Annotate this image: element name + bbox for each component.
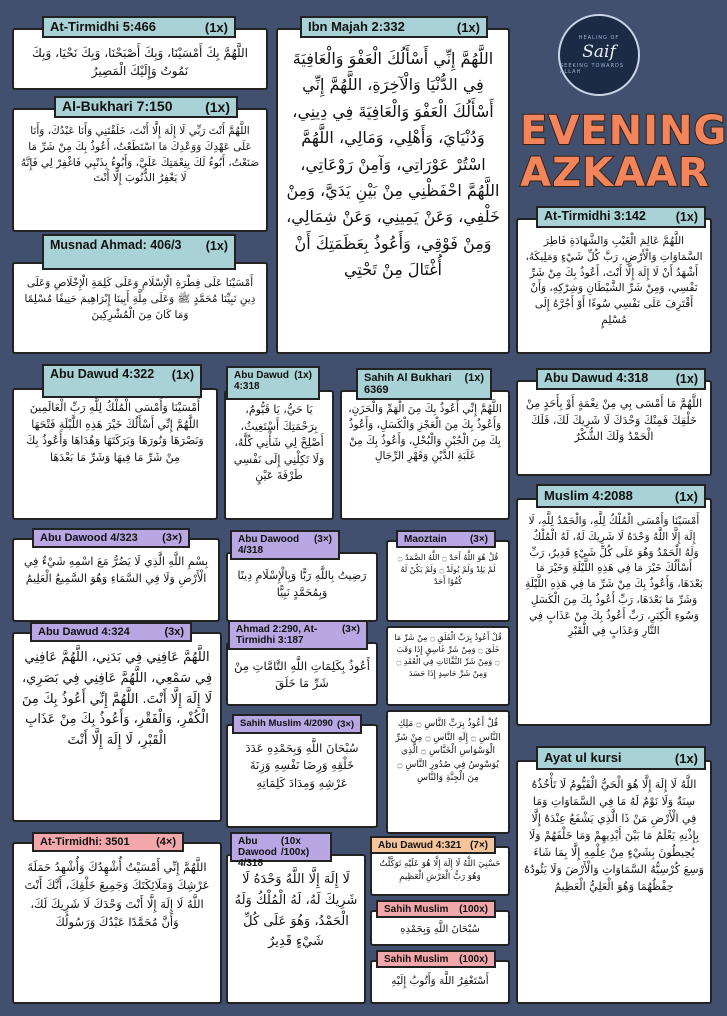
dhikr-text: سُبْحَانَ اللَّهِ وَبِحَمْدِهِ عَدَدَ خَلْقِهِ وَرِضَا نَفْسِهِ وَزِنَةَ عَرْشِهِ وَمِدَادَ كَلِمَاتِهِ <box>245 741 359 790</box>
page-title-line2: AZKAAR <box>520 150 710 196</box>
card-label <box>228 620 368 650</box>
logo-ring-bottom: SEEKING TOWARDS ALLAH <box>560 63 625 75</box>
dhikr-card <box>12 538 220 622</box>
card-count: (1x) <box>674 488 698 504</box>
dhikr-text: اللَّهُمَّ عَافِنِي فِي بَدَنِي، اللَّهُمَّ عَافِنِي فِي سَمْعِي، اللَّهُمَّ عَافِنِي فِي بَصَرِي، لَا إِلَهَ إِلَّا أَنْتَ. اللَّهُمَّ إِنِّي أَعُوذُ بِكَ مِنَ الْكُفْرِ، وَالْفَقْرِ، وَأَعُوذُ بِكَ مِنْ عَذَابِ الْقَبْرِ، لَا إِلَهَ إِلَّا أَنْتَ <box>21 650 213 749</box>
card-label <box>42 364 202 398</box>
dhikr-card <box>386 626 510 706</box>
card-label <box>536 206 706 228</box>
card-label <box>32 832 184 852</box>
dhikr-text: اللَّهُ لَا إِلَهَ إِلَّا هُوَ الْحَيُّ الْقَيُّومُ لَا تَأْخُذُهُ سِنَةٌ وَلَا نَوْمٌ لَهُ مَا فِي السَّمَاوَاتِ وَمَا فِي الْأَرْضِ مَنْ ذَا الَّذِي يَشْفَعُ عِنْدَهُ إِلَّا بِإِذْنِهِ يَعْلَمُ مَا بَيْنَ أَيْدِيهِمْ وَمَا خَلْفَهُمْ وَلَا يُحِيطُونَ بِشَيْءٍ مِنْ عِلْمِهِ إِلَّا بِمَا شَاءَ وَسِعَ كُرْسِيُّهُ السَّمَاوَاتِ وَالْأَرْضَ وَلَا يَئُودُهُ حِفْظُهُمَا وَهُوَ الْعَلِيُّ الْعَظِيمُ <box>524 778 704 894</box>
card-label <box>54 96 238 118</box>
dhikr-text: بِسْمِ اللَّهِ الَّذِي لَا يَضُرُّ مَعَ اسْمِهِ شَيْءٌ فِي الْأَرْضِ وَلَا فِي السَّمَاءِ وَهُوَ السَّمِيعُ الْعَلِيمُ <box>23 555 209 585</box>
card-source: At-Tirmidhi: 3501 <box>40 835 130 848</box>
card-source: Sahih Muslim <box>384 953 449 965</box>
dhikr-text: سُبْحَانَ اللَّهِ وَبِحَمْدِهِ <box>400 924 480 935</box>
brand-logo <box>558 14 640 96</box>
card-label <box>536 746 706 770</box>
dhikr-card <box>516 498 712 726</box>
dhikr-card <box>516 380 712 476</box>
dhikr-text: أَمْسَيْنَا وَأَمْسَى الْمُلْكُ لِلَّهِ، وَالْحَمْدُ لِلَّهِ، لَا إِلَهَ إِلَّا اللَّهُ وَحْدَهُ لَا شَرِيكَ لَهُ، لَهُ الْمُلْكُ وَلَهُ الْحَمْدُ وَهُوَ عَلَى كُلِّ شَيْءٍ قَدِيرٌ، رَبِّ أَسْأَلُكَ خَيْرَ مَا فِي هَذِهِ اللَّيْلَةِ وَخَيْرَ مَا بَعْدَهَا، وَأَعُوذُ بِكَ مِنْ شَرِّ مَا فِي هَذِهِ اللَّيْلَةِ وَشَرِّ مَا بَعْدَهَا، رَبِّ أَعُوذُ بِكَ مِنَ الْكَسَلِ وَسُوءِ الْكِبَرِ، رَبِّ أَعُوذُ بِكَ مِنْ عَذَابٍ فِي النَّارِ وَعَذَابٍ فِي الْقَبْرِ <box>525 515 703 638</box>
dhikr-card <box>516 760 712 1004</box>
card-source: Musnad Ahmad: 406/3 <box>50 238 182 252</box>
card-label <box>370 836 496 854</box>
dhikr-card <box>12 842 222 1004</box>
card-count: (100x) <box>459 953 488 965</box>
card-source: Ibn Majah 2:332 <box>308 18 405 34</box>
card-count: (10x /100x) <box>280 836 310 858</box>
dhikr-text: أَعُوذُ بِكَلِمَاتِ اللَّهِ التَّامَّاتِ مِنْ شَرِّ مَا خَلَقَ <box>234 659 370 691</box>
card-count: (1x) <box>675 210 698 224</box>
card-source: Maoztain <box>404 533 447 545</box>
card-count: (1x) <box>675 372 698 386</box>
dhikr-text: لَا إِلَهَ إِلَّا اللَّهُ وَحْدَهُ لَا شَرِيكَ لَهُ، لَهُ الْمُلْكُ وَلَهُ الْحَمْدُ، وَهُوَ عَلَى كُلِّ شَيْءٍ قَدِيرٌ <box>234 872 358 950</box>
dhikr-card <box>386 710 510 834</box>
card-count: (4×) <box>156 836 176 848</box>
card-source: Al-Bukhari 7:150 <box>62 98 173 115</box>
card-source: Abu Dawud 4:318 <box>234 370 289 392</box>
card-count: (1x) <box>205 239 228 253</box>
card-source: Abu Dawud 4:322 <box>50 367 155 381</box>
card-source: Abu Dawud 4:318 <box>544 371 649 386</box>
card-source: Sahih Al Bukhari 6369 <box>364 372 452 397</box>
dhikr-card <box>226 724 378 828</box>
card-count: (1x) <box>204 19 228 35</box>
card-label <box>230 832 332 869</box>
card-source: At-Tirmidhi 3:142 <box>544 209 646 224</box>
card-source: Abu Dawood 4/318 <box>238 836 277 869</box>
card-source: Abu Dawood 4/323 <box>40 531 138 544</box>
card-label <box>376 950 496 968</box>
card-count: (100x) <box>459 903 488 915</box>
card-label <box>356 368 492 400</box>
card-label <box>232 714 362 734</box>
card-count: (3×) <box>336 718 355 730</box>
card-count: (3×) <box>313 534 332 545</box>
dhikr-text: قُلْ هُوَ اللَّهُ أَحَدٌ ۝ اللَّهُ الصَّمَدُ ۝ لَمْ يَلِدْ وَلَمْ يُولَدْ ۝ وَلَمْ يَكُنْ لَهُ كُفُوًا أَحَدٌ <box>397 553 499 586</box>
card-count: (1x) <box>205 99 230 115</box>
card-label <box>42 16 236 38</box>
dhikr-text: أَمْسَيْنَا وَأَمْسَى الْمُلْكُ لِلَّهِ رَبِّ الْعَالَمِينَ اللَّهُمَّ إِنِّي أَسْأَلُكَ خَيْرَ هَذِهِ اللَّيْلَةِ فَتْحَهَا وَنَصْرَهَا وَنُورَهَا وَبَرَكَتَهَا وَهُدَاهَا وَأَعُوذُ بِكَ مِنْ شَرِّ مَا فِيهَا وَشَرِّ مَا بَعْدَهَا <box>26 401 204 464</box>
card-label <box>226 366 320 400</box>
card-source: Abu Dawud 4:324 <box>38 625 130 638</box>
dhikr-text: أَمْسَيْنَا عَلَى فِطْرَةِ الْإِسْلَامِ وَعَلَى كَلِمَةِ الْإِخْلَاصِ وَعَلَى دِينِ نَبِيِّنَا مُحَمَّدٍ ﷺ وَعَلَى مِلَّةِ أَبِينَا إِبْرَاهِيمَ حَنِيفًا مُسْلِمًا وَمَا كَانَ مِنَ الْمُشْرِكِينَ <box>24 277 256 321</box>
logo-ring-top: HEALING OF <box>578 35 620 41</box>
dhikr-text: قُلْ أَعُوذُ بِرَبِّ الْفَلَقِ ۝ مِنْ شَرِّ مَا خَلَقَ ۝ وَمِنْ شَرِّ غَاسِقٍ إِذَا وَقَبَ ۝ وَمِنْ شَرِّ النَّفَّاثَاتِ فِي الْعُقَدِ ۝ وَمِنْ شَرِّ حَاسِدٍ إِذَا حَسَدَ <box>394 633 502 678</box>
card-source: Ayat ul kursi <box>544 749 622 765</box>
dhikr-card <box>226 854 366 1004</box>
dhikr-text: اللَّهُمَّ عَالِمَ الْغَيْبِ وَالشَّهَادَةِ فَاطِرَ السَّمَاوَاتِ وَالْأَرْضِ، رَبَّ كُلِّ شَيْءٍ وَمَلِيكَهُ، أَشْهَدُ أَنْ لَا إِلَهَ إِلَّا أَنْتَ، أَعُوذُ بِكَ مِنْ شَرِّ نَفْسِي، وَمِنْ شَرِّ الشَّيْطَانِ وَشِرْكِهِ، وَأَنْ أَقْتَرِفَ عَلَى نَفْسِي سُوءًا أَوْ أَجُرَّهُ إِلَى مُسْلِمٍ <box>525 235 703 326</box>
card-label <box>536 368 706 390</box>
card-count: (1x) <box>171 368 194 382</box>
card-label <box>30 622 192 642</box>
card-label <box>42 234 236 270</box>
card-count: (3×) <box>162 532 182 544</box>
dhikr-text: اللَّهُمَّ بِكَ أَمْسَيْنَا، وَبِكَ أَصْبَحْنَا، وَبِكَ نَحْيَا، وَبِكَ نَمُوتُ وَإِلَيْكَ الْمَصِيرُ <box>32 46 248 78</box>
dhikr-text: اللَّهُمَّ إِنِّي أَمْسَيْتُ أُشْهِدُكَ وَأُشْهِدُ حَمَلَةَ عَرْشِكَ وَمَلَائِكَتَكَ وَجَمِيعَ خَلْقِكَ، أَنَّكَ أَنْتَ اللَّهُ لَا إِلَهَ إِلَّا أَنْتَ وَحْدَكَ لَا شَرِيكَ لَكَ، وَأَنَّ مُحَمَّدًا عَبْدُكَ وَرَسُولُكَ <box>24 860 210 930</box>
card-count: (1x) <box>464 372 484 384</box>
card-label <box>536 484 706 508</box>
card-source: Abu Dawood 4/318 <box>238 534 300 556</box>
dhikr-card <box>12 262 268 354</box>
dhikr-card <box>276 28 510 354</box>
card-source: At-Tirmidhi 5:466 <box>50 18 156 34</box>
dhikr-card <box>516 218 712 354</box>
card-count: (3×) <box>341 624 360 635</box>
card-source: Ahmad 2:290, At-Tirmidhi 3:187 <box>236 624 318 646</box>
dhikr-text: اللَّهُمَّ أَنْتَ رَبِّي لَا إِلَهَ إِلَّا أَنْتَ، خَلَقْتَنِي وَأَنَا عَبْدُكَ، وَأَنَا عَلَى عَهْدِكَ وَوَعْدِكَ مَا اسْتَطَعْتُ، أَعُوذُ بِكَ مِنْ شَرِّ مَا صَنَعْتُ، أَبُوءُ لَكَ بِنِعْمَتِكَ عَلَيَّ، وَأَبُوءُ بِذَنْبِي فَاغْفِرْ لِي فَإِنَّهُ لَا يَغْفِرُ الذُّنُوبَ إِلَّا أَنْتَ <box>20 125 260 185</box>
card-label <box>230 530 340 560</box>
dhikr-card <box>12 632 222 822</box>
card-label <box>376 900 496 918</box>
dhikr-card <box>226 642 378 706</box>
card-label <box>300 16 488 38</box>
dhikr-card <box>340 390 510 520</box>
dhikr-card <box>224 390 334 520</box>
card-source: Sahih Muslim 4/2090 <box>240 717 333 729</box>
dhikr-card <box>226 552 378 622</box>
dhikr-text: اللَّهُمَّ مَا أَمْسَى بِي مِنْ نِعْمَةٍ أَوْ بِأَحَدٍ مِنْ خَلْقِكَ فَمِنْكَ وَحْدَكَ لَا شَرِيكَ لَكَ، فَلَكَ الْحَمْدُ وَلَكَ الشُّكْرُ <box>525 397 703 443</box>
card-label <box>32 528 190 548</box>
dhikr-text: اللَّهُمَّ إِنِّي أَسْأَلُكَ الْعَفْوَ وَالْعَافِيَةَ فِي الدُّنْيَا وَالْآخِرَةِ، اللَّهُمَّ إِنِّي أَسْأَلُكَ الْعَفْوَ وَالْعَافِيَةَ فِي دِينِي، وَدُنْيَايَ، وَأَهْلِي، وَمَالِي، اللَّهُمَّ اسْتُرْ عَوْرَاتِي، وَآمِنْ رَوْعَاتِي، اللَّهُمَّ احْفَظْنِي مِنْ بَيْنِ يَدَيَّ، وَمِنْ خَلْفِي، وَعَنْ يَمِينِي، وَعَنْ شِمَالِي، وَمِنْ فَوْقِي، وَأَعُوذُ بِعَظَمَتِكَ أَنْ أُغْتَالَ مِنْ تَحْتِي <box>286 49 500 280</box>
card-count: (1x) <box>456 19 480 35</box>
dhikr-card <box>12 108 268 232</box>
dhikr-text: اللَّهُمَّ إِنِّي أَعُوذُ بِكَ مِنَ الْهَمِّ وَالْحَزَنِ، وَأَعُوذُ بِكَ مِنَ الْعَجْزِ وَالْكَسَلِ، وَأَعُوذُ بِكَ مِنَ الْجُبْنِ وَالْبُخْلِ، وَأَعُوذُ بِكَ مِنْ غَلَبَةِ الدَّيْنِ وَقَهْرِ الرِّجَالِ <box>348 403 502 463</box>
dhikr-text: أَسْتَغْفِرُ اللَّهَ وَأَتُوبُ إِلَيْهِ <box>391 975 489 987</box>
card-source: Sahih Muslim <box>384 903 449 915</box>
card-label <box>396 530 496 548</box>
card-count: (3×) <box>469 533 488 545</box>
page-title-line1: EVENING <box>520 108 727 154</box>
card-count: (1x) <box>674 750 698 766</box>
card-source: Abu Dawud 4:321 <box>378 839 462 851</box>
dhikr-text: رَضِيتُ بِاللَّهِ رَبًّا وَبِالْإِسْلَامِ دِينًا وَبِمُحَمَّدٍ نَبِيًّا <box>237 569 367 599</box>
card-count: (3x) <box>164 626 184 638</box>
dhikr-card <box>386 540 510 622</box>
card-source: Muslim 4:2088 <box>544 487 633 503</box>
dhikr-text: قُلْ أَعُوذُ بِرَبِّ النَّاسِ ۝ مَلِكِ النَّاسِ ۝ إِلَهِ النَّاسِ ۝ مِنْ شَرِّ الْوَسْوَاسِ الْخَنَّاسِ ۝ الَّذِي يُوَسْوِسُ فِي صُدُورِ النَّاسِ ۝ مِنَ الْجِنَّةِ وَالنَّاسِ <box>395 719 501 783</box>
card-count: (7×) <box>469 839 488 851</box>
card-count: (1x) <box>294 370 312 381</box>
logo-signature: Saif <box>582 42 616 62</box>
dhikr-card <box>12 388 218 520</box>
dhikr-text: يَا حَيُّ، يَا قَيُّومُ، بِرَحْمَتِكَ أَسْتَغِيثُ، أَصْلِحْ لِي شَأْنِي كُلَّهُ، وَلَا تَكِلْنِي إِلَى نَفْسِي طَرْفَةَ عَيْنٍ <box>233 403 325 482</box>
dhikr-text: حَسْبِيَ اللَّهُ لَا إِلَهَ إِلَّا هُوَ عَلَيْهِ تَوَكَّلْتُ وَهُوَ رَبُّ الْعَرْشِ الْعَظِيمِ <box>379 859 501 882</box>
